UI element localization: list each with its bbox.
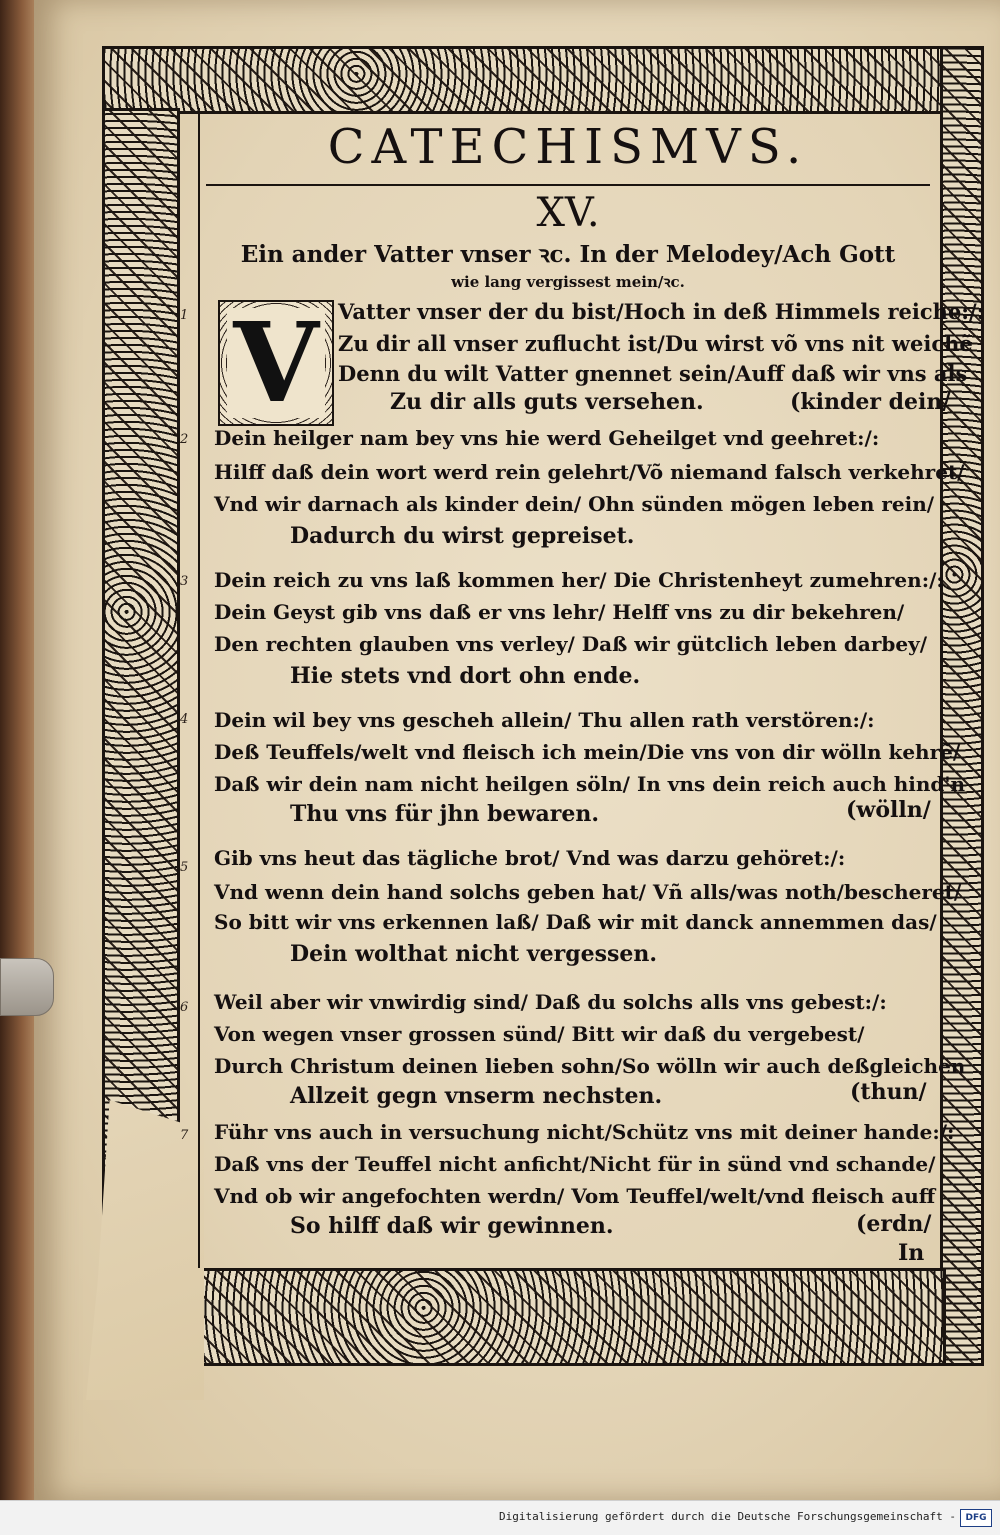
initial-letter: V (227, 308, 324, 418)
verse-line: Hie stets vnd dort ohn ende. (290, 663, 641, 689)
verse-line: Zu dir alls guts versehen. (390, 389, 704, 415)
verse-number: 1 (180, 308, 189, 323)
verse-line-turnover: (erdn/ (856, 1211, 932, 1237)
verse-line: Hilff daß dein wort werd rein gelehrt/Võ niemand falsch verkehret/ (214, 460, 965, 484)
verse-line: Vnd ob wir angefochten werdn/ Vom Teuffel/welt/vnd fleisch auff (214, 1184, 936, 1208)
verse-line: Dein Geyst gib vns daß er vns lehr/ Helff vns zu dir bekehren/ (214, 600, 905, 624)
dfg-logo[interactable]: DFG (960, 1509, 992, 1527)
catchword: In (898, 1240, 925, 1266)
ornament-border-bottom (198, 1268, 946, 1366)
header-rule (206, 184, 930, 186)
ornament-border-top (102, 46, 946, 114)
verse-line: So bitt wir vns erkennen laß/ Daß wir mit danck annemmen das/ (214, 910, 937, 934)
verse-line: Dadurch du wirst gepreiset. (290, 523, 635, 549)
verse-line-turnover: (kinder dein/ (790, 389, 951, 415)
verse-line-turnover: (wölln/ (846, 797, 931, 823)
verse-line: Dein heilger nam bey vns hie werd Geheilget vnd geehret:/: (214, 426, 880, 450)
footer-credit: Digitalisierung gefördert durch die Deutsche Forschungsgemeinschaft - (499, 1510, 956, 1523)
verse-number: 3 (180, 574, 189, 589)
verse-line: Daß wir dein nam nicht heilgen söln/ In vns dein reich auch hind'n (214, 772, 966, 796)
verse-line: Vnd wir darnach als kinder dein/ Ohn sünden mögen leben rein/ (214, 492, 935, 516)
running-head: CATECHISMVS. (327, 119, 809, 175)
verse-line: Vatter vnser der du bist/Hoch in deß Himmels reiche:/: (338, 299, 985, 324)
verse-number: 4 (180, 712, 189, 727)
verse-line: Von wegen vnser grossen sünd/ Bitt wir daß du vergebest/ (214, 1022, 865, 1046)
verse-line: Durch Christum deinen lieben sohn/So wölln wir auch deßgleichen (214, 1054, 966, 1078)
verse-line: Gib vns heut das tägliche brot/ Vnd was darzu gehöret:/: (214, 846, 846, 870)
verse-line: Zu dir all vnser zuflucht ist/Du wirst võ vns nit weichẽ (338, 331, 973, 356)
verse-line: So hilff daß wir gewinnen. (290, 1213, 614, 1239)
verse-number: 2 (180, 432, 189, 447)
decorated-initial (218, 300, 334, 426)
verse-number: 6 (180, 1000, 189, 1015)
hymn-title: Ein ander Vatter vnser ꝛc. In der Melodey/Ach Gott (240, 241, 896, 268)
verse-line: Thu vns für jhn bewaren. (290, 801, 599, 827)
verse-line: Allzeit gegn vnserm nechsten. (290, 1083, 663, 1109)
verse-line: Deß Teuffels/welt vnd fleisch ich mein/Die vns von dir wölln kehrẽ/ (214, 740, 961, 764)
verse-line: Dein wolthat nicht vergessen. (290, 941, 658, 967)
verse-line: Den rechten glauben vns verley/ Daß wir gütclich leben darbey/ (214, 632, 928, 656)
verse-line: Dein reich zu vns laß kommen her/ Die Christenheyt zumehren:/: (214, 568, 944, 592)
page-clip (0, 958, 54, 1016)
verse-number: 5 (180, 860, 189, 875)
verse-line: Vnd wenn dein hand solchs geben hat/ Vñ alls/was noth/bescheret/ (214, 880, 962, 904)
verse-line: Dein wil bey vns gescheh allein/ Thu allen rath verstören:/: (214, 708, 875, 732)
digitization-footer (0, 1500, 1000, 1535)
ornament-border-right (940, 46, 984, 1366)
verse-line: Daß vns der Teuffel nicht anficht/Nicht für in sünd vnd schande/ (214, 1152, 936, 1176)
verse-line-turnover: (thun/ (850, 1079, 927, 1105)
verse-number: 7 (180, 1128, 189, 1143)
hymn-subtitle: wie lang vergissest mein/ꝛc. (451, 273, 685, 291)
hymn-number: XV. (536, 190, 600, 236)
verse-line: Denn du wilt Vatter gnennet sein/Auff daß wir vns als (338, 361, 968, 386)
verse-line: Weil aber wir vnwirdig sind/ Daß du solchs alls vns gebest:/: (214, 990, 887, 1014)
verse-line: Führ vns auch in versuchung nicht/Schütz vns mit deiner hande:/: (214, 1120, 955, 1144)
